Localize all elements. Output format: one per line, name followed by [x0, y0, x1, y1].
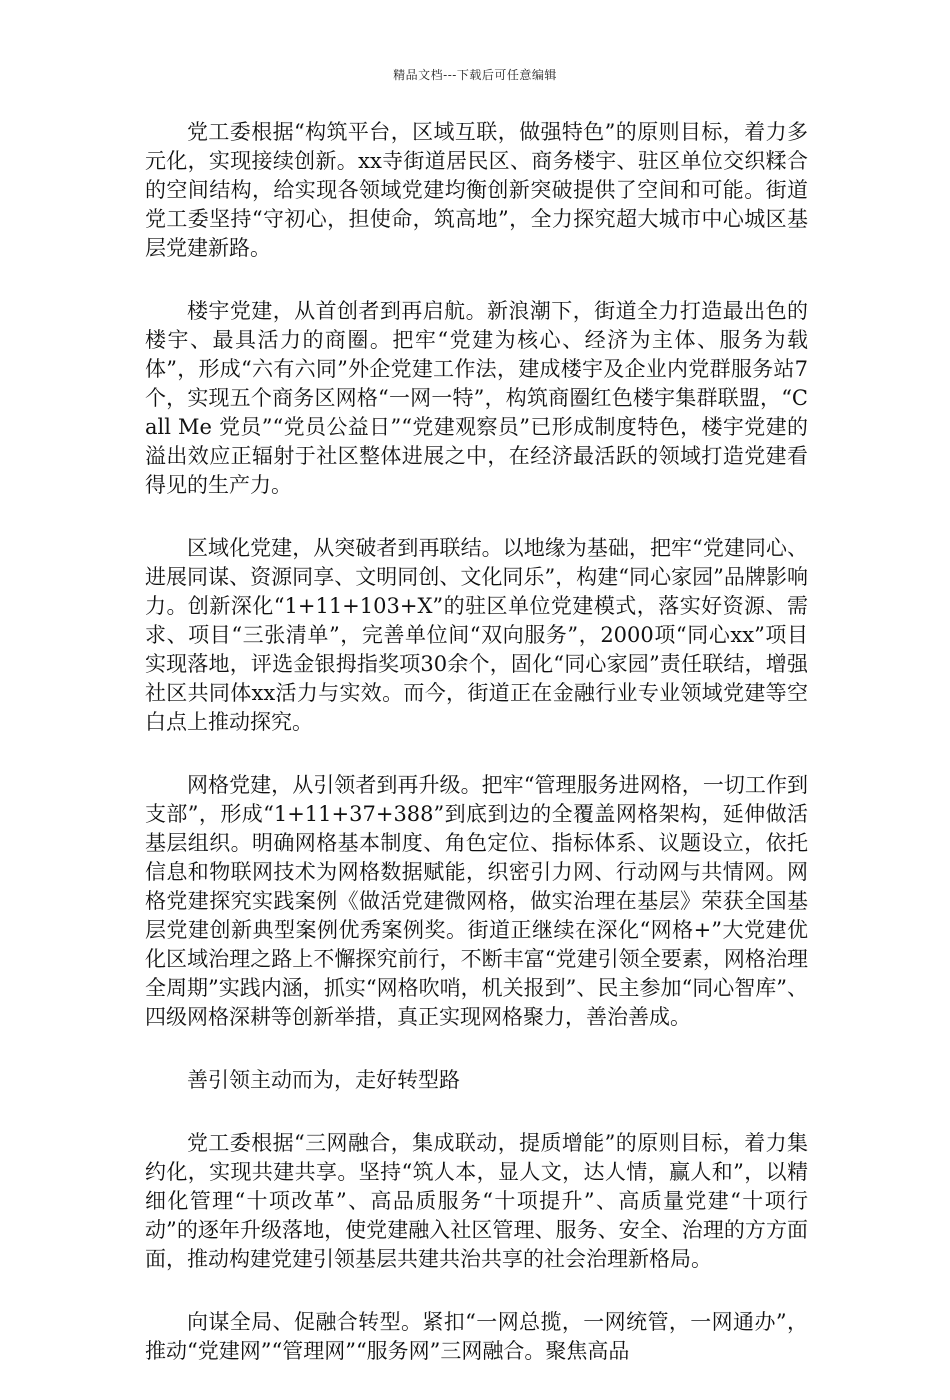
document-body: [145, 118, 808, 1400]
paragraph-intro: 党工委根据“构筑平台，区域互联，做强特色”的原则目标，着力多元化，实现接续创新。xx寺街道居民区、商务楼宇、驻区单位交织糅合的空间结构，给实现各领域党建均衡创新突破提供了空间和可能。街道党工委坚持“守初心，担使命，筑高地”，全力探究超大城市中心城区基层党建新路。: [145, 120, 808, 260]
paragraph-three-networks: 党工委根据“三网融合，集成联动，提质增能”的原则目标，着力集约化，实现共建共享。坚持“筑人本，显人文，达人情，赢人和”，以精细化管理“十项改革”、高品质服务“十项提升”、高质量党建“十项行动”的逐年升级落地，使党建融入社区管理、服务、安全、治理的方方面面，推动构建党建引领基层共建共治共享的社会治理新格局。: [145, 1131, 808, 1271]
section-heading: 善引领主动而为，走好转型路: [187, 1068, 460, 1092]
paragraph-regional-party: 区域化党建，从突破者到再联结。以地缘为基础，把牢“党建同心、进展同谋、资源同享、文明同创、文化同乐”，构建“同心家园”品牌影响力。创新深化“1+11+103+X”的驻区单位党建模式，落实好资源、需求、项目“三张清单”，完善单位间“双向服务”，2000项“同心xx”项目实现落地，评选金银拇指奖项30余个，固化“同心家园”责任联结，增强社区共同体xx活力与实效。而今，街道正在金融行业专业领域党建等空白点上推动探究。: [145, 536, 808, 734]
paragraph-building-party: 楼宇党建，从首创者到再启航。新浪潮下，街道全力打造最出色的楼宇、最具活力的商圈。把牢“党建为核心、经济为主体、服务为载体”，形成“六有六同”外企党建工作法，建成楼宇及企业内党群服务站7个，实现五个商务区网格“一网一特”，构筑商圈红色楼宇集群联盟，“Call Me 党员”“党员公益日”“党建观察员”已形成制度特色，楼宇党建的溢出效应正辐射于社区整体进展之中，在经济最活跃的领域打造党建看得见的生产力。: [145, 299, 808, 497]
page-header: 精品文档---下载后可任意编辑: [393, 68, 557, 82]
paragraph-transformation: 向谋全局、促融合转型。紧扣“一网总揽，一网统管，一网通办”，推动“党建网”“管理网”“服务网”三网融合。聚焦高品: [145, 1310, 808, 1363]
paragraph-grid-party: 网格党建，从引领者到再升级。把牢“管理服务进网格，一切工作到支部”，形成“1+11+37+388”到底到边的全覆盖网格架构，延伸做活基层组织。明确网格基本制度、角色定位、指标体系、议题设立，依托信息和物联网技术为网格数据赋能，织密引力网、行动网与共情网。网格党建探究实践案例《做活党建微网格，做实治理在基层》荣获全国基层党建创新典型案例优秀案例奖。街道正继续在深化“网格+”大党建优化区域治理之路上不懈探究前行，不断丰富“党建引领全要素，网格治理全周期”实践内涵，抓实“网格吹哨，机关报到”、民主参加“同心智库”、四级网格深耕等创新举措，真正实现网格聚力，善治善成。: [145, 773, 808, 1029]
